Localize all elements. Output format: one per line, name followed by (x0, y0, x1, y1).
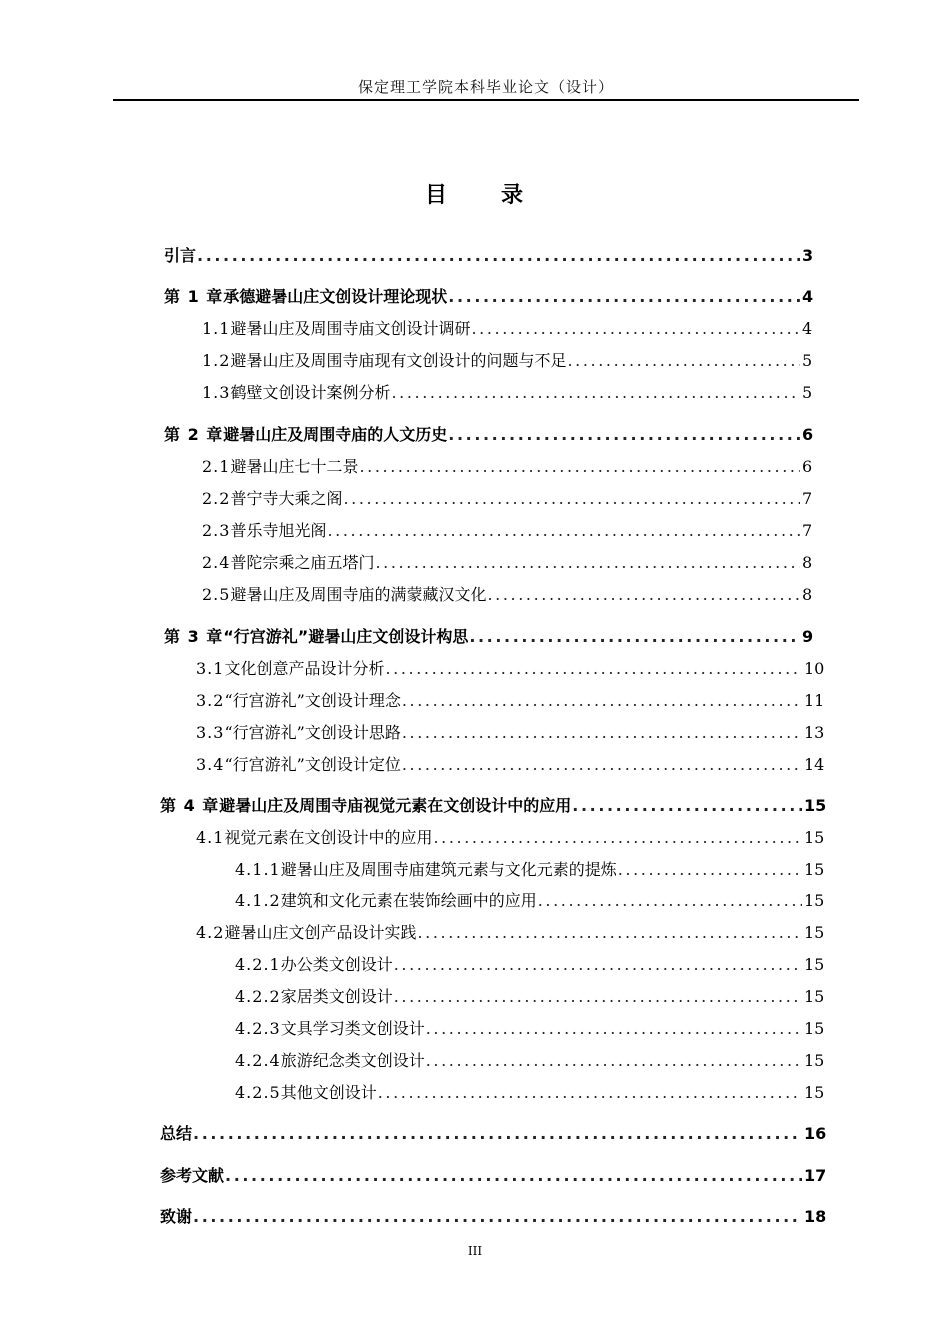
toc-entry-page: 7 (802, 521, 813, 540)
toc-leader (618, 859, 802, 881)
toc-leader (385, 658, 802, 680)
toc-entry-page: 7 (802, 489, 813, 508)
toc-entry-page: 8 (802, 553, 813, 572)
toc-entry-text: 参考文献 (160, 1166, 225, 1185)
toc-entry[interactable] (164, 245, 812, 267)
toc-entry-page: 10 (804, 659, 825, 678)
toc-entry[interactable] (202, 584, 812, 606)
toc-entry-page: 15 (804, 955, 825, 974)
toc-entry-page: 3 (802, 246, 814, 265)
toc-entry-page: 15 (804, 923, 825, 942)
toc-entry-number: 第 3 章 (164, 627, 224, 646)
toc-leader (487, 584, 800, 606)
toc-leader (426, 1050, 802, 1072)
toc-entry-text: 家居类文创设计 (280, 987, 393, 1006)
toc-entry-number: 2.3 (202, 521, 231, 540)
toc-entry[interactable] (235, 890, 825, 912)
toc-leader (448, 424, 800, 446)
toc-entry-number: 4.2.2 (235, 987, 281, 1006)
toc-entry-text: 建筑和文化元素在装饰绘画中的应用 (280, 891, 537, 910)
toc-entry-page: 15 (804, 860, 825, 879)
toc-entry-page: 9 (802, 627, 814, 646)
toc-entry-number: 2.4 (202, 553, 231, 572)
toc-entry-number: 3.3 (196, 723, 225, 742)
toc-leader (567, 350, 800, 372)
page-header: 保定理工学院本科毕业论文（设计） (357, 78, 614, 96)
toc-entry-text: 其他文创设计 (280, 1083, 377, 1102)
toc-leader (225, 1165, 802, 1187)
toc-leader (402, 722, 802, 744)
toc-entry[interactable] (202, 456, 812, 478)
toc-leader (433, 827, 802, 849)
toc-entry[interactable] (196, 658, 825, 680)
toc-entry-page: 15 (804, 987, 825, 1006)
toc-entry-page: 13 (804, 723, 825, 742)
toc-entry-text: “行宫游礼”文创设计思路 (224, 723, 401, 742)
toc-leader (197, 245, 800, 267)
toc-entry-page: 15 (804, 1019, 825, 1038)
toc-entry-page: 16 (804, 1124, 827, 1143)
toc-entry-text: 办公类文创设计 (280, 955, 393, 974)
toc-entry-page: 15 (804, 1083, 825, 1102)
toc-entry-text: 普陀宗乘之庙五塔门 (230, 553, 375, 572)
toc-entry-page: 6 (802, 457, 813, 476)
toc-entry-number: 4.2.3 (235, 1019, 281, 1038)
toc-entry-text: 避暑山庄及周围寺庙视觉元素在文创设计中的应用 (219, 796, 572, 815)
toc-entry[interactable] (235, 954, 825, 976)
toc-entry[interactable] (202, 318, 812, 340)
toc-entry-number: 第 4 章 (160, 796, 220, 815)
toc-entry[interactable] (164, 286, 812, 308)
toc-entry-number: 4.1.2 (235, 891, 281, 910)
toc-leader (394, 954, 802, 976)
toc-entry-number: 4.2.5 (235, 1083, 281, 1102)
toc-leader (327, 520, 800, 542)
toc-entry-page: 8 (802, 585, 813, 604)
toc-entry-text: 避暑山庄及周围寺庙现有文创设计的问题与不足 (230, 351, 567, 370)
toc-leader (193, 1206, 802, 1228)
toc-entry-page: 5 (802, 383, 813, 402)
toc-entry-number: 4.1.1 (235, 860, 281, 879)
toc-entry-text: 鹤壁文创设计案例分析 (230, 383, 391, 402)
toc-entry-page: 5 (802, 351, 813, 370)
toc-entry[interactable] (196, 722, 825, 744)
toc-leader (359, 456, 800, 478)
toc-entry[interactable] (235, 1018, 825, 1040)
toc-entry-number: 2.1 (202, 457, 231, 476)
page-number: III (467, 1244, 483, 1258)
toc-entry-number: 1.3 (202, 383, 231, 402)
toc-leader (402, 754, 802, 776)
toc-entry-page: 11 (804, 691, 825, 710)
toc-entry[interactable] (235, 1050, 825, 1072)
toc-entry-text: 避暑山庄七十二景 (230, 457, 359, 476)
toc-entry[interactable] (160, 1123, 827, 1145)
toc-entry-number: 第 1 章 (164, 287, 224, 306)
toc-entry[interactable] (196, 827, 825, 849)
toc-leader (538, 890, 802, 912)
toc-leader (417, 922, 802, 944)
toc-entry-page: 15 (804, 828, 825, 847)
toc-entry-number: 3.1 (196, 659, 225, 678)
toc-entry-number: 3.4 (196, 755, 225, 774)
toc-leader (193, 1123, 802, 1145)
toc-entry-number: 1.1 (202, 319, 231, 338)
toc-entry[interactable] (160, 1206, 827, 1228)
toc-title-char-2: 录 (501, 182, 526, 208)
toc-entry-number: 4.2.4 (235, 1051, 281, 1070)
toc-leader (375, 552, 800, 574)
toc-entry-page: 17 (804, 1166, 827, 1185)
toc-entry-number: 2.2 (202, 489, 231, 508)
toc-entry[interactable] (235, 1082, 825, 1104)
toc-leader (394, 986, 802, 1008)
toc-entry-text: 避暑山庄及周围寺庙的人文历史 (223, 425, 448, 444)
toc-entry-text: 总结 (160, 1124, 193, 1143)
toc-entry[interactable] (202, 520, 812, 542)
toc-entry-page: 4 (802, 319, 813, 338)
toc-entry[interactable] (160, 1165, 827, 1187)
toc-entry-text: 普宁寺大乘之阁 (230, 489, 343, 508)
toc-entry-text: 视觉元素在文创设计中的应用 (224, 828, 433, 847)
toc-entry-number: 1.2 (202, 351, 231, 370)
toc-entry-page: 4 (802, 287, 814, 306)
toc-entry-text: 引言 (164, 246, 197, 265)
toc-entry-page: 6 (802, 425, 814, 444)
toc-entry[interactable] (160, 795, 827, 817)
toc-leader (391, 382, 800, 404)
toc-entry-text: “行宫游礼”避暑山庄文创设计构思 (223, 627, 469, 646)
toc-leader (426, 1018, 802, 1040)
toc-entry-text: 避暑山庄文创产品设计实践 (224, 923, 417, 942)
toc-entry-number: 4.2.1 (235, 955, 281, 974)
toc-entry[interactable] (235, 859, 825, 881)
toc-entry-number: 4.1 (196, 828, 225, 847)
toc-entry-number: 2.5 (202, 585, 231, 604)
toc-entry[interactable] (202, 382, 812, 404)
toc-entry-text: 致谢 (160, 1207, 193, 1226)
toc-entry[interactable] (164, 626, 812, 648)
toc-entry-text: “行宫游礼”文创设计理念 (224, 691, 401, 710)
toc-entry-page: 15 (804, 796, 827, 815)
toc-entry[interactable] (196, 690, 825, 712)
toc-entry-text: 文化创意产品设计分析 (224, 659, 385, 678)
toc-entry-page: 15 (804, 891, 825, 910)
toc-leader (572, 795, 802, 817)
toc-entry[interactable] (202, 350, 812, 372)
toc-entry-number: 第 2 章 (164, 425, 224, 444)
toc-entry-number: 4.2 (196, 923, 225, 942)
toc-leader (343, 488, 800, 510)
toc-entry-number: 3.2 (196, 691, 225, 710)
toc-leader (402, 690, 802, 712)
toc-entry-page: 14 (804, 755, 825, 774)
toc-entry-text: 文具学习类文创设计 (280, 1019, 425, 1038)
toc-entry-page: 18 (804, 1207, 827, 1226)
toc-entry[interactable] (202, 488, 812, 510)
toc-entry-page: 15 (804, 1051, 825, 1070)
toc-leader (448, 286, 800, 308)
toc-entry[interactable] (196, 922, 825, 944)
toc-entry-text: 旅游纪念类文创设计 (280, 1051, 425, 1070)
toc-entry-text: “行宫游礼”文创设计定位 (224, 755, 401, 774)
toc-leader (469, 626, 800, 648)
toc-entry[interactable] (202, 552, 812, 574)
toc-entry-text: 避暑山庄及周围寺庙文创设计调研 (230, 319, 471, 338)
toc-entry-text: 避暑山庄及周围寺庙建筑元素与文化元素的提炼 (280, 860, 617, 879)
toc-leader (471, 318, 800, 340)
toc-entry-text: 承德避暑山庄文创设计理论现状 (223, 287, 448, 306)
toc-title-char-1: 目 (424, 182, 449, 208)
toc-entry-text: 普乐寺旭光阁 (230, 521, 327, 540)
toc-entry-text: 避暑山庄及周围寺庙的满蒙藏汉文化 (230, 585, 487, 604)
toc-entry[interactable] (164, 424, 812, 446)
toc-entry[interactable] (235, 986, 825, 1008)
toc-entry[interactable] (196, 754, 825, 776)
toc-leader (378, 1082, 802, 1104)
